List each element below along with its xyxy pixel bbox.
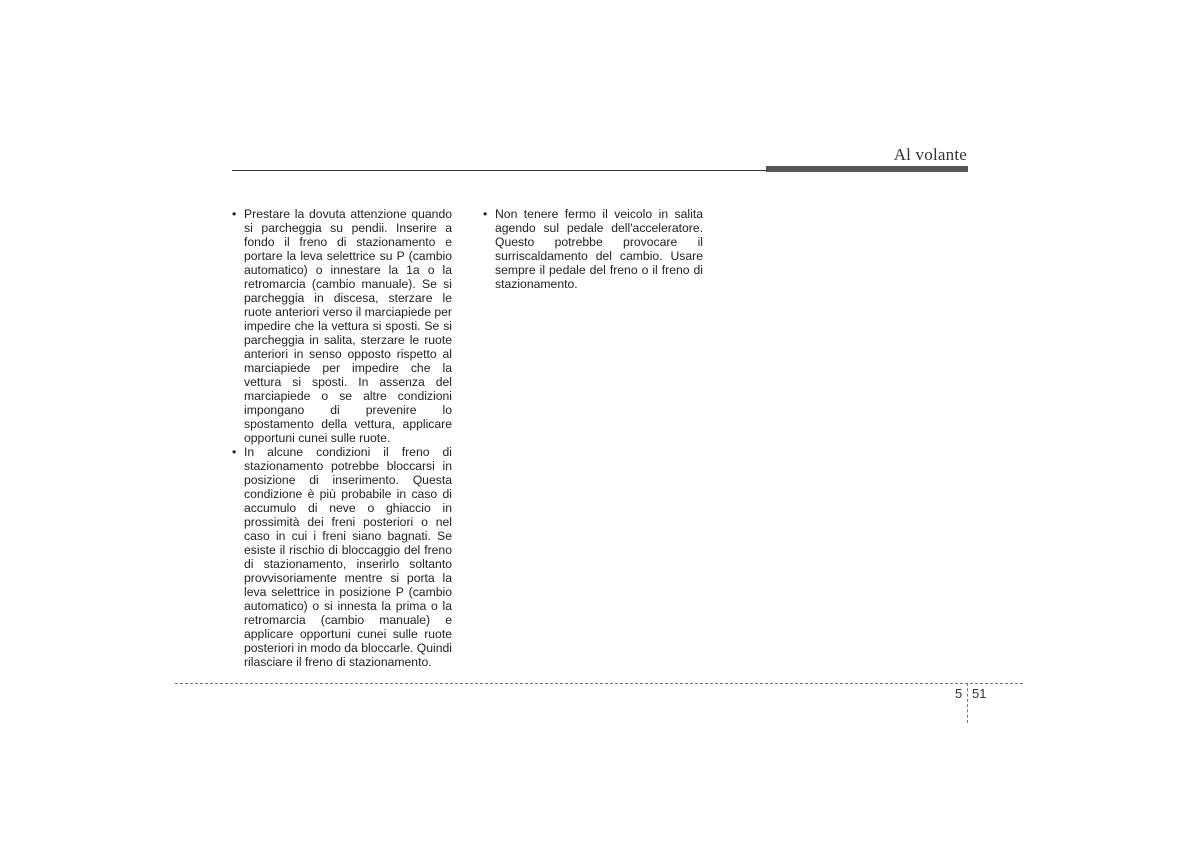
left-column	[232, 207, 452, 669]
header-accent-bar	[766, 166, 968, 172]
list-item-text: In alcune condizioni il freno di stazionamento potrebbe bloccarsi in posizione di inserimento. Questa condizione è più probabile in caso di accumulo di neve o ghiaccio in prossimità dei freni posteriori o nel caso in cui i freni siano bagnati. Se esiste il rischio di bloccaggio del freno di stazionamento, inserirlo soltanto provvisoriamente mentre si porta la leva selettrice in posizione P (cambio automatico) o si innesta la prima o la retromarcia (cambio manuale) e applicare opportuni cunei sulle ruote posteriori in modo da bloccarle. Quindi rilasciare il freno di stazionamento.	[244, 445, 452, 669]
bullet-icon: •	[232, 445, 237, 459]
bullet-list	[483, 207, 703, 291]
footer-rule	[175, 683, 1023, 684]
page-number: 51	[972, 686, 987, 701]
list-item-text: Non tenere fermo il veicolo in salita agendo sul pedale dell'acceleratore. Questo potrebbe provocare il surriscaldamento del cambio. Usare sempre il pedale del freno o il freno di stazionamento.	[495, 207, 703, 291]
section-title: Al volante	[893, 145, 967, 164]
right-column	[483, 207, 703, 291]
bullet-icon: •	[232, 207, 237, 221]
chapter-number: 5	[955, 686, 963, 701]
bullet-list	[232, 207, 452, 669]
footer-divider	[967, 683, 968, 723]
list-item	[232, 445, 452, 669]
header-rule	[232, 170, 768, 171]
list-item-text: Prestare la dovuta attenzione quando si parcheggia su pendii. Inserire a fondo il freno di stazionamento e portare la leva selettrice su P (cambio automatico) o innestare la 1a o la retromarcia (cambio manuale). Se si parcheggia in discesa, sterzare le ruote anteriori verso il marciapiede per impedire che la vettura si sposti. Se si parcheggia in salita, sterzare le ruote anteriori in senso opposto rispetto al marciapiede per impedire che la vettura si sposti. In assenza del marciapiede o se altre condizioni impongano di prevenire lo spostamento della vettura, applicare opportuni cunei sulle ruote.	[244, 207, 452, 445]
list-item	[483, 207, 703, 291]
bullet-icon: •	[483, 207, 488, 221]
list-item	[232, 207, 452, 445]
